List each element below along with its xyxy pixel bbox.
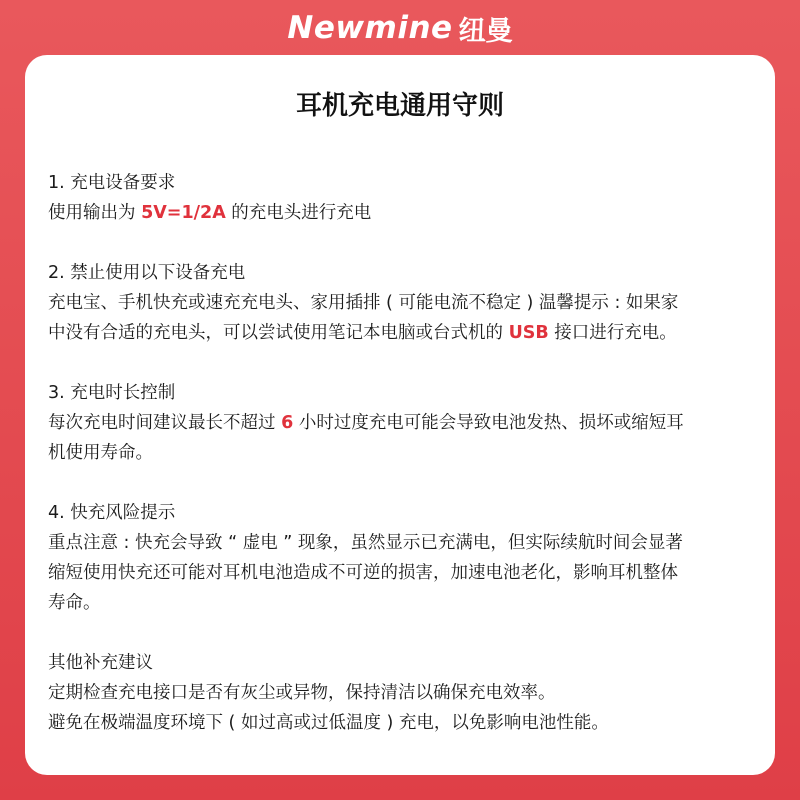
brand-logo <box>0 10 800 46</box>
text-span: 每次充电时间建议最长不超过 <box>48 413 282 433</box>
section-charging-device <box>48 168 758 228</box>
text-span: 的充电头进行充电 <box>225 203 372 223</box>
text-span: 重点注意 : 快充会导致 “ 虚电 ” 现象，虽然显示已充满电，但实际续航时间会显著 <box>48 533 683 553</box>
text-span: 中没有合适的充电头，可以尝试使用笔记本电脑或台式机的 <box>48 323 509 343</box>
highlight-text: 5V=1/2A <box>141 203 226 223</box>
section-charging-duration <box>48 378 758 468</box>
document-body <box>48 168 758 768</box>
section-line <box>48 318 758 348</box>
section-line <box>48 558 758 588</box>
section-line <box>48 588 758 618</box>
section-line <box>48 438 758 468</box>
text-span: 缩短使用快充还可能对耳机电池造成不可逆的损害，加速电池老化，影响耳机整体 <box>48 563 678 583</box>
highlight-text: USB <box>508 323 549 343</box>
section-prohibited-devices <box>48 258 758 348</box>
text-span: 接口进行充电。 <box>548 323 677 343</box>
section-heading: 1. 充电设备要求 <box>48 173 176 193</box>
section-heading: 3. 充电时长控制 <box>48 383 176 403</box>
section-line <box>48 528 758 558</box>
text-span: 避免在极端温度环境下 ( 如过高或过低温度 ) 充电，以免影响电池性能。 <box>48 713 609 733</box>
content-card <box>25 55 775 775</box>
section-other-suggestions <box>48 648 758 738</box>
text-span: 小时过度充电可能会导致电池发热、损坏或缩短耳 <box>293 413 684 433</box>
section-line <box>48 708 758 738</box>
section-line <box>48 678 758 708</box>
section-heading: 其他补充建议 <box>48 653 153 673</box>
section-heading: 2. 禁止使用以下设备充电 <box>48 263 246 283</box>
text-span: 定期检查充电接口是否有灰尘或异物，保持清洁以确保充电效率。 <box>48 683 556 703</box>
section-heading: 4. 快充风险提示 <box>48 503 176 523</box>
section-fast-charge-risk <box>48 498 758 618</box>
section-line <box>48 408 758 438</box>
text-span: 寿命。 <box>48 593 101 613</box>
text-span: 机使用寿命。 <box>48 443 153 463</box>
brand-name-cn: 纽曼 <box>458 15 513 47</box>
section-line <box>48 288 758 318</box>
document-title: 耳机充电通用守则 <box>295 91 504 121</box>
highlight-text: 6 <box>281 413 294 433</box>
text-span: 使用输出为 <box>48 203 142 223</box>
text-span: 充电宝、手机快充或速充充电头、家用插排 ( 可能电流不稳定 ) 温馨提示 : 如果家 <box>48 293 679 313</box>
brand-name: Newmine <box>287 10 453 46</box>
section-line <box>48 198 758 228</box>
